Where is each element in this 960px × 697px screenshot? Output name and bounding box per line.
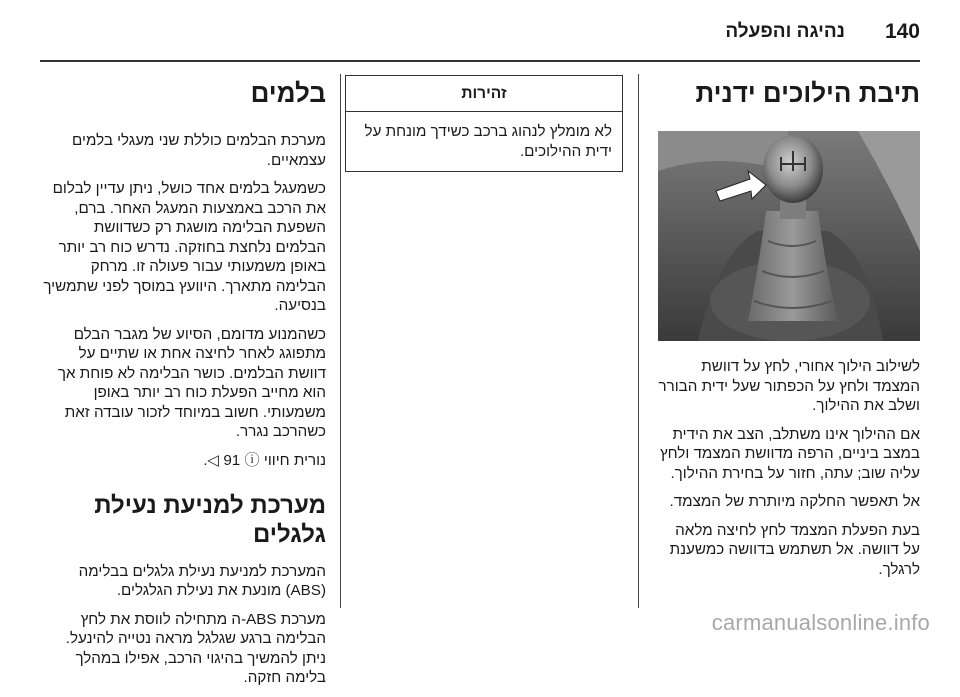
caution-title: זהירות [346, 76, 622, 112]
manual-transmission-section [655, 78, 920, 588]
caution-text: לא מומלץ לנהוג ברכב כשידך מונחת על ידית ההילוכים. [364, 123, 612, 160]
brakes-paragraph: כשמעגל בלמים אחד כושל, ניתן עדיין לבלום את הרכב באמצעות המעגל האחר. ברם, השפעת הבלימה מושגת רק כשדוושת הבלמים נלחצת בחוזקה. נדרש כוח רב יותר באופן משמעותי עבור פעולה זו. מרחק הבלימה מתארך. היוועץ במוסך לפני שתמשיך בנסיעה. [43, 180, 326, 315]
manual-paragraph: אם ההילוך אינו משתלב, הצב את הידית במצב ביניים, הרפה מדוושת המצמד ולחץ עליה שוב; עתה, חזור על בחירת ההילוך. [659, 425, 920, 482]
brakes-section [40, 78, 326, 697]
brakes-paragraph: מערכת הבלמים כוללת שני מעגלי בלמים עצמאיים. [72, 132, 326, 169]
caution-box [345, 75, 623, 172]
brake-warning-icon: ⓘ [244, 451, 260, 469]
chapter-title: נהיגה והפעלה [725, 21, 845, 42]
brakes-paragraph: כשהמנוע מדומם, הסיוע של מגבר הבלם מתפוגג לאחר לחיצה אחת או שתיים על דוושת הבלמים. כושר הבלימה לא פוחת אך הוא מחייב הפעלת כוח רב יותר באופן משמעותי. חשוב במיוחד לזכור עובדה זאת כשהרכב נגרר. [57, 325, 326, 441]
indicator-page-ref: 91 ◁. [203, 451, 241, 469]
indicator-reference [40, 451, 326, 471]
gear-lever-image [658, 131, 920, 341]
manual-paragraph: לשילוב הילוך אחורי, לחץ על דוושת המצמד ולחץ על הכפתור שעל ידית הבורר ושלב את ההילוך. [658, 358, 920, 415]
section-heading-manual-transmission: תיבת הילוכים ידנית [695, 78, 920, 108]
page-header [40, 16, 920, 48]
section-heading-brakes: בלמים [250, 78, 326, 108]
gear-lever-illustration [658, 131, 920, 341]
abs-paragraph: מערכת ABS-ה מתחילה לווסת את לחץ הבלימה ברגע שגלגל מראה נטייה להינעל. ניתן להמשיך בהיגוי הרכב, אפילו במהלך בלימה חזקה. [65, 610, 326, 687]
manual-paragraph: אל תאפשר החלקה מיותרת של המצמד. [669, 493, 920, 511]
abs-paragraph: המערכת למניעת נעילת גלגלים בבלימה (ABS) מונעת את נעילת הגלגלים. [78, 562, 326, 600]
column-divider-right [638, 74, 639, 608]
indicator-label: נורית חיווי [263, 451, 326, 469]
column-divider-left [340, 74, 341, 608]
manual-paragraph: בעת הפעלת המצמד לחץ לחיצה מלאה על דוושה. אל תשתמש בדוושה כמשענת לרגלך. [669, 521, 920, 578]
page-number: 140 [884, 20, 920, 43]
watermark: carmanualsonline.info [711, 610, 930, 635]
section-heading-abs: מערכת למניעת נעילת גלגלים [94, 492, 326, 548]
header-rule [40, 60, 920, 62]
